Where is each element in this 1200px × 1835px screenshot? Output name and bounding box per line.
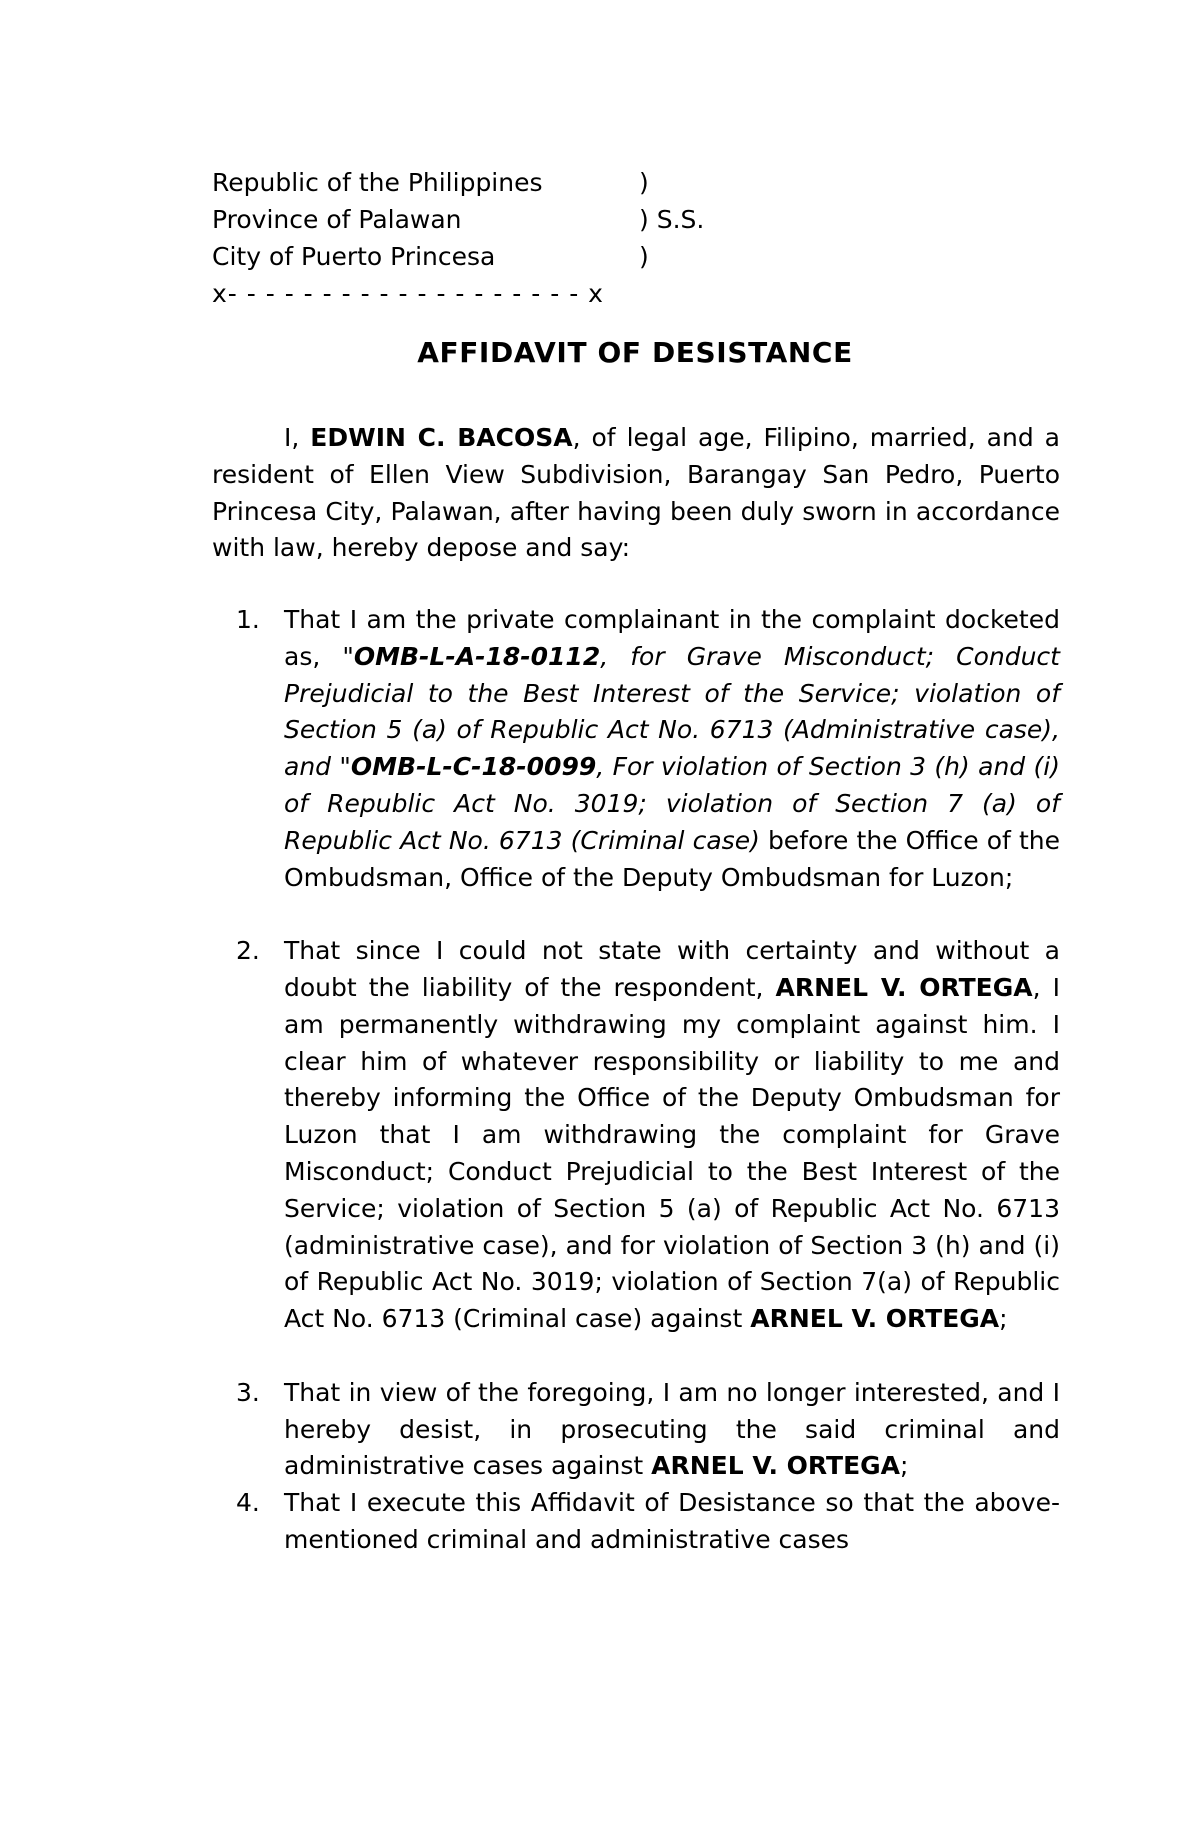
venue-country: Republic of the Philippines [212, 168, 543, 197]
venue-city: City of Puerto Princesa [212, 242, 496, 271]
case-number: OMB-L-A-18-0112 [353, 641, 601, 671]
case-number: OMB-L-C-18-0099 [350, 752, 597, 782]
venue-separator: x- - - - - - - - - - - - - - - - - - - x [212, 279, 604, 308]
list-item [236, 933, 1060, 1338]
item-text-segment: That I execute this Affidavit of Desistance so that the above-mentioned criminal and administrative cases [284, 1488, 1060, 1554]
item-text [284, 933, 1060, 1338]
list-item [236, 1485, 1060, 1559]
item-number: 4. [236, 1488, 260, 1518]
item-number: 1. [236, 605, 260, 634]
venue-bracket: ) [639, 242, 649, 271]
affiant-name: EDWIN C. BACOSA [310, 423, 573, 452]
item-text-segment: before the Office of the Ombudsman, Office of the Deputy Ombudsman for Luzon; [284, 825, 1060, 892]
item-text [284, 602, 1060, 896]
item-text-segment: That I am the private complainant in the complaint docketed as, " [284, 605, 1060, 671]
respondent-name: ARNEL V. ORTEGA [750, 1304, 1000, 1334]
intro-text: , of legal age, Filipino, married, and a resident of Ellen View Subdivision, Barangay San Pedro, Puerto Princesa City, Palawan, after having been duly sworn in accordance with law, hereby depose and say: [212, 423, 1060, 563]
venue-bracket: ) [639, 168, 649, 197]
numbered-list [236, 602, 1060, 1559]
intro-paragraph [212, 420, 1060, 567]
document-title: AFFIDAVIT OF DESISTANCE [417, 336, 853, 369]
list-item [236, 1375, 1060, 1485]
venue-row [212, 201, 704, 238]
item-text-segment: ; [999, 1304, 1008, 1334]
intro-prefix: I, [284, 423, 311, 452]
case-description: , for Grave Misconduct; Conduct Prejudicial to the Best Interest of the Service; violation of Section 5 (a) of Republic Act No. 6713 (Administrative case), and " [284, 641, 1060, 782]
item-text-segment: That in view of the foregoing, I am no longer interested, and I hereby desist, in prosecuting the said criminal and administrative cases against [284, 1377, 1060, 1481]
venue-row [212, 164, 704, 201]
case-description: , For violation of Section 3 (h) and (i) of Republic Act No. 3019; violation of Section 7 (a) of Republic Act No. 6713 (Criminal case) [284, 752, 1060, 855]
venue-row [212, 238, 704, 275]
venue-province: Province of Palawan [212, 205, 462, 234]
item-text [284, 1485, 1060, 1559]
item-text-segment: , I am permanently withdrawing my complaint against him. I clear him of whatever responsibility or liability to me and thereby informing the Office of the Deputy Ombudsman for Luzon that I am withdrawing the complaint for Grave Misconduct; Conduct Prejudicial to the Best Interest of the Service; violation of Section 5 (a) of Republic Act No. 6713 (administrative case), and for violation of Section 3 (h) and (i) of Republic Act No. 3019; violation of Section 7(a) of Republic Act No. 6713 (Criminal case) against [284, 972, 1060, 1334]
respondent-name: ARNEL V. ORTEGA [775, 972, 1033, 1002]
item-text [284, 1375, 1060, 1485]
list-item [236, 602, 1060, 896]
item-number: 3. [236, 1377, 260, 1407]
respondent-name: ARNEL V. ORTEGA [651, 1451, 901, 1481]
item-text-segment: ; [900, 1451, 909, 1481]
item-number: 2. [236, 936, 260, 966]
venue-block [212, 164, 704, 312]
item-text-segment: That since I could not state with certainty and without a doubt the liability of the respondent, [284, 936, 1060, 1002]
venue-bracket-ss: ) S.S. [639, 205, 705, 234]
